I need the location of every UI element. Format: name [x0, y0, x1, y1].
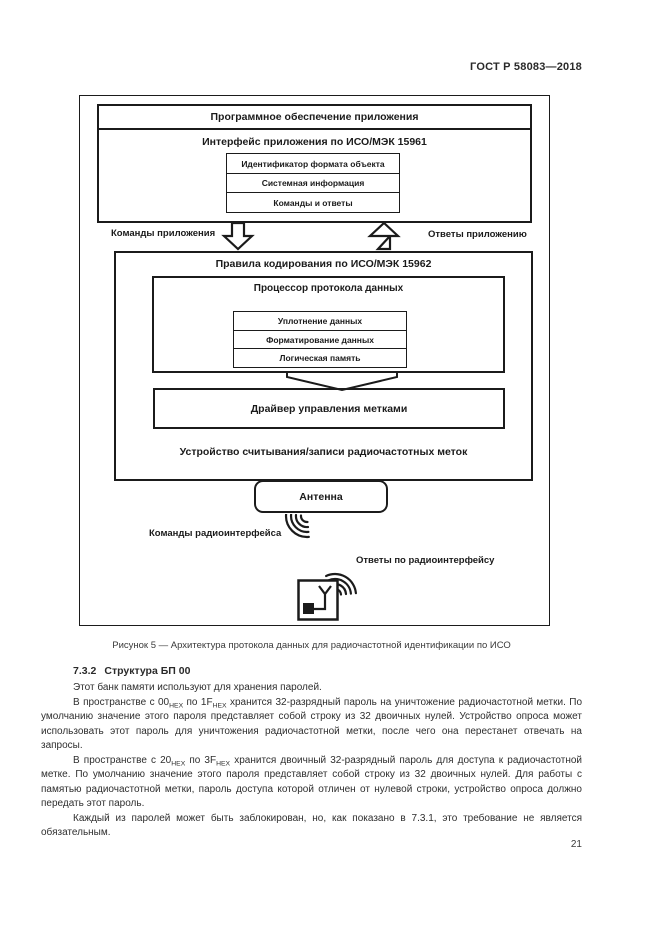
processor-stack-row: Уплотнение данных	[233, 311, 407, 331]
application-software-label: Программное обеспечение приложения	[99, 106, 530, 130]
data-protocol-processor-box	[152, 276, 505, 373]
encoding-rules-box	[114, 251, 533, 481]
page-number: 21	[570, 839, 582, 850]
page-header: ГОСТ Р 58083—2018	[470, 61, 582, 73]
figure-caption: Рисунок 5 — Архитектура протокола данных для радиочастотной идентификации по ИСО	[112, 640, 511, 651]
processor-stack-row: Логическая память	[233, 348, 407, 368]
arrow-up-icon	[370, 223, 398, 249]
responses-air-interface-label: Ответы по радиоинтерфейсу	[356, 555, 495, 566]
processor-stack	[233, 311, 407, 368]
section-title: Структура БП 00	[104, 665, 191, 677]
hex-subscript: HEX	[171, 760, 186, 768]
data-protocol-processor-label: Процессор протокола данных	[253, 283, 404, 294]
encoding-rules-label: Правила кодирования по ИСО/МЭК 15962	[215, 258, 432, 270]
hex-subscript: HEX	[169, 702, 184, 710]
interface-stack-row: Команды и ответы	[226, 192, 400, 213]
application-software-box	[97, 104, 532, 223]
section-number: 7.3.2	[73, 665, 97, 677]
interface-stack-row: Идентификатор формата объекта	[226, 153, 400, 174]
hex-subscript: HEX	[216, 760, 231, 768]
arrow-down-icon	[224, 223, 252, 249]
figure-5-diagram	[79, 95, 550, 626]
paragraph: Каждый из паролей может быть заблокирован, но, как показано в 7.3.1, это требование не является обязательным.	[41, 812, 582, 839]
hex-subscript: HEX	[212, 702, 227, 710]
processor-stack-row: Форматирование данных	[233, 330, 407, 350]
paragraph: Этот банк памяти используют для хранения паролей.	[73, 682, 322, 693]
tag-driver-box: Драйвер управления метками	[153, 388, 505, 429]
section-heading	[41, 665, 582, 677]
commands-application-label: Команды приложения	[111, 228, 216, 239]
paragraph: В пространстве с $00_{HEX}$ по $1F_{HEX}$ хранится 32-разрядный пароль на уничтожение радиочастотной метки. По умолчанию значение этого пароля представляет собой строку из 32 двоичных нулей. Устройство опроса может использовать этот пароль для уничтожения радиочастотной метки, после чего она перестанет отвечать на запросы.	[41, 696, 583, 752]
commands-air-interface-label: Команды радиоинтерфейса	[149, 528, 282, 539]
reader-writer-label: Устройство считывания/записи радиочастотных меток	[179, 446, 468, 458]
responses-application-label: Ответы приложению	[428, 229, 527, 240]
interface-stack	[226, 153, 400, 213]
down-up-arrows-icon	[80, 222, 551, 251]
application-interface-label: Интерфейс приложения по ИСО/МЭК 15961	[202, 136, 427, 148]
paragraph: В пространстве с $20_{HEX}$ по $3F_{HEX}$ хранится двоичный 32-разрядный пароль для доступа к радиочастотной метке. По умолчанию значение этого пароля представляет собой строку из 32 двоичных нулей. Для работы с памятью радиочастотной метки, пароль доступа которой отличен от нулевой строки, устройство опроса должно передать этот пароль.	[41, 754, 583, 810]
interface-stack-row: Системная информация	[226, 173, 400, 194]
body-text	[41, 681, 582, 841]
antenna-box: Антенна	[254, 480, 388, 513]
rfid-tag-icon	[297, 579, 339, 621]
